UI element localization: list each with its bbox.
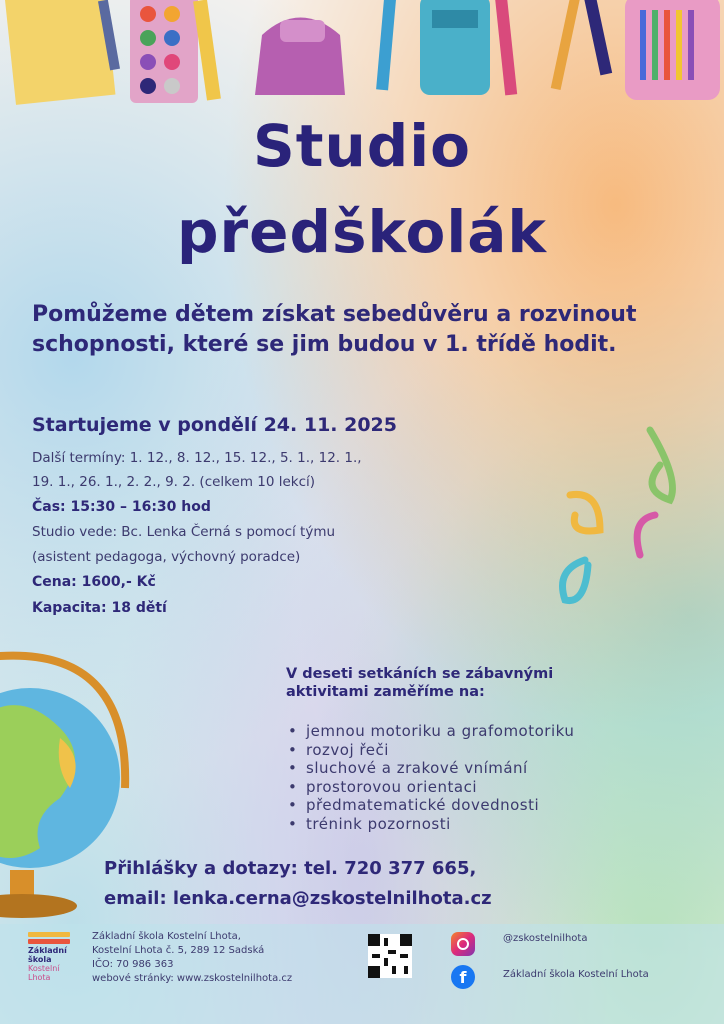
list-item: • prostorovou orientaci <box>288 778 574 797</box>
instagram-icon[interactable] <box>451 932 475 956</box>
address-line-1: Základní škola Kostelní Lhota, <box>92 931 241 942</box>
lead-by-line-2: (asistent pedagoga, výchovný poradce) <box>32 549 301 565</box>
school-logo <box>28 932 78 992</box>
list-item: • sluchové a zrakové vnímání <box>288 759 574 778</box>
instagram-handle[interactable]: @zskostelnilhota <box>503 933 588 944</box>
contact-phone: Přihlášky a dotazy: tel. 720 377 665, <box>104 858 477 879</box>
facebook-page[interactable]: Základní škola Kostelní Lhota <box>503 969 649 980</box>
letters-abcd-illustration <box>540 420 724 620</box>
logo-line-4: Lhota <box>28 973 51 982</box>
logo-line-2: škola <box>28 955 52 964</box>
contact-email: email: lenka.cerna@zskostelnilhota.cz <box>104 888 492 909</box>
activities-heading-line-1: V deseti setkáních se zábavnými <box>286 666 554 682</box>
school-supplies-illustration <box>0 0 724 112</box>
price-info: Cena: 1600,- Kč <box>32 574 156 590</box>
activities-list <box>288 722 574 834</box>
address-line-2: Kostelní Lhota č. 5, 289 12 Sadská <box>92 945 265 956</box>
lead-text: Pomůžeme dětem získat sebedůvěru a rozvinout schopnosti, které se jim budou v 1. třídě hodit. <box>32 302 637 357</box>
capacity-info: Kapacita: 18 dětí <box>32 600 167 616</box>
list-item: • rozvoj řeči <box>288 741 574 760</box>
list-item: • předmatematické dovednosti <box>288 796 574 815</box>
list-item: • jemnou motoriku a grafomotoriku <box>288 722 574 741</box>
title-line-2: předškolák <box>177 198 547 266</box>
address-line-3: IČO: 70 986 363 <box>92 959 174 970</box>
start-date: Startujeme v pondělí 24. 11. 2025 <box>32 414 397 436</box>
list-item: • trénink pozornosti <box>288 815 574 834</box>
time-info: Čas: 15:30 – 16:30 hod <box>32 499 211 515</box>
logo-line-3: Kostelní <box>28 964 60 973</box>
title-line-1: Studio <box>252 112 472 180</box>
globe-illustration <box>0 648 140 924</box>
facebook-icon[interactable]: f <box>451 965 475 989</box>
activities-heading <box>286 665 686 701</box>
address-line-4: webové stránky: www.zskostelnilhota.cz <box>92 973 293 984</box>
lead-by-line-1: Studio vede: Bc. Lenka Černá s pomocí týmu <box>32 524 336 540</box>
dates-line-2: 19. 1., 26. 1., 2. 2., 9. 2. (celkem 10 lekcí) <box>32 474 316 490</box>
logo-text <box>28 946 78 982</box>
qr-code[interactable] <box>368 934 412 978</box>
logo-line-1: Základní <box>28 946 67 955</box>
dates-line-1: Další termíny: 1. 12., 8. 12., 15. 12., 5. 1., 12. 1., <box>32 450 362 466</box>
activities-heading-line-2: aktivitami zaměříme na: <box>286 684 485 700</box>
